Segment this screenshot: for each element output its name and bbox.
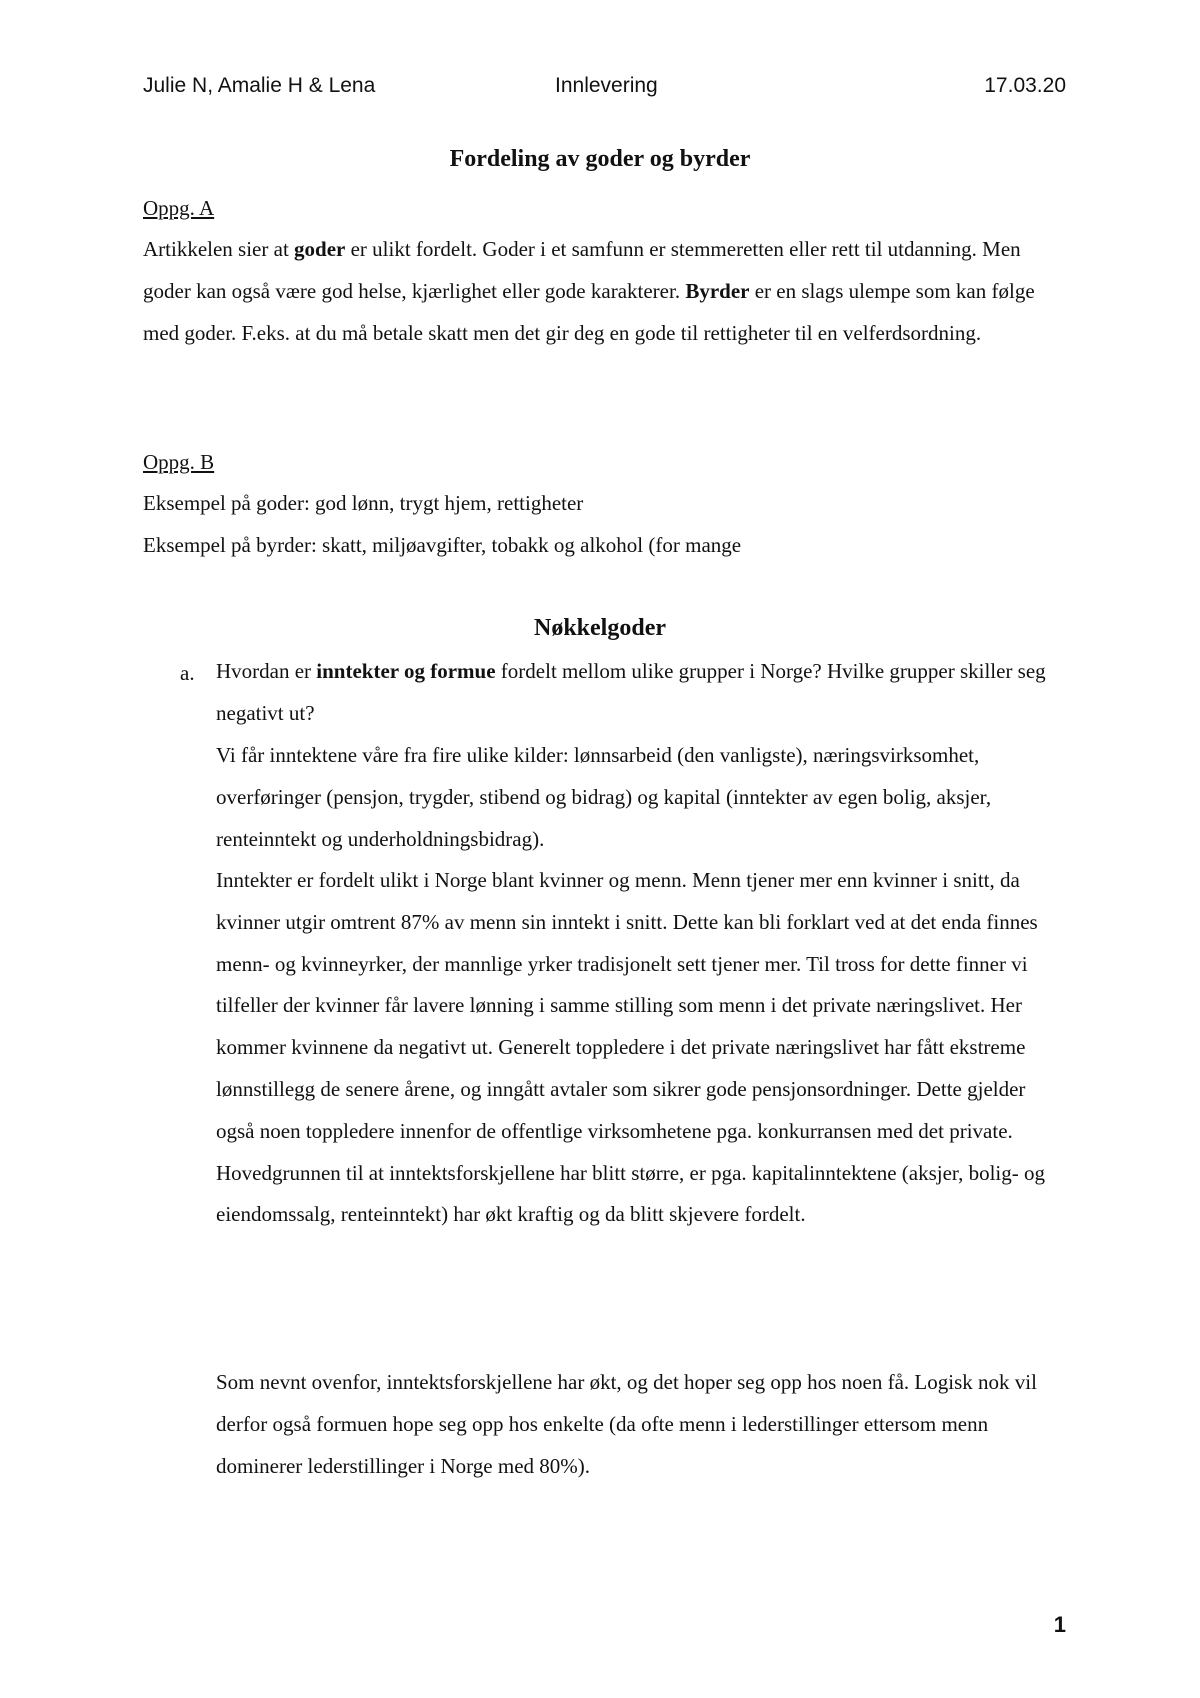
answer-paragraph-3: Som nevnt ovenfor, inntektsforskjellene har økt, og det hoper seg opp hos noen få. Logisk nok vil derfor også formuen hope seg opp hos enkelte (da ofte menn i lederstillinger ettersom menn dominerer lederstillinger i Norge med 80%). [216, 1370, 1037, 1478]
question-a [216, 651, 1066, 735]
section-heading: Nøkkelgoder [534, 615, 666, 641]
oppg-a-label: Oppg. A [143, 196, 215, 220]
oppg-b-byrder-line: Eksempel på byrder: skatt, miljøavgifter, tobakk og alkohol (for mange [143, 533, 742, 557]
oppg-a-paragraph [143, 229, 1073, 354]
oppg-a-text-3: er en slags ulempe som kan følge med goder. F.eks. at du må betale skatt men det gir deg en gode til rettigheter til en velferdsordning. [143, 278, 1035, 345]
answer-paragraph-2: Inntekter er fordelt ulikt i Norge blant kvinner og menn. Menn tjener mer enn kvinner i snitt, da kvinner utgir omtrent 87% av menn sin inntekt i snitt. Dette kan bli forklart ved at det enda finnes menn- og kvinneyrker, der mannlige yrker tradisjonelt sett tjener mer. Til tross for dette finner vi tilfeller der kvinner får lavere lønning i samme stilling som menn i det private næringslivet. Her kommer kvinnene da negativt ut. Generelt toppledere i det private næringslivet har fått ekstreme lønnstillegg de senere årene, og inngått avtaler som sikrer gode pensjonsordninger. Dette gjelder også noen toppledere innenfor de offentlige virksomhetene pga. konkurransen med det private. Hovedgrunnen til at inntektsforskjellene har blitt større, er pga. kapitalinntektene (aksjer, bolig- og eiendomssalg, renteinntekt) har økt kraftig og da blitt skjevere fordelt. [216, 868, 1045, 1227]
oppg-a-text-1: Artikkelen sier at [143, 237, 295, 261]
oppg-a-bold-goder: goder [294, 237, 346, 261]
oppg-b-label: Oppg. B [143, 450, 215, 474]
header-date: 17.03.20 [984, 74, 1066, 97]
page-number: 1 [1053, 1612, 1066, 1637]
list-marker: a. [180, 661, 195, 685]
oppg-a-text-2: er ulikt fordelt. Goder i et samfunn er stemmeretten eller rett til utdanning. Men goder kan også være god helse, kjærlighet eller gode karakterer. [143, 237, 1021, 303]
question-bold: inntekter og formue [316, 659, 496, 683]
oppg-a-bold-byrder: Byrder [685, 278, 750, 303]
question-text-post: fordelt mellom ulike grupper i Norge? Hvilke grupper skiller seg negativt ut? [216, 659, 1046, 725]
header-doc-type: Innlevering [555, 74, 658, 97]
header-authors: Julie N, Amalie H & Lena [143, 74, 376, 97]
answer-paragraph-1: Vi får inntektene våre fra fire ulike kilder: lønnsarbeid (den vanligste), næringsvirksomhet, overføringer (pensjon, trygder, stibend og bidrag) og kapital (inntekter av egen bolig, aksjer, renteinntekt og underholdningsbidrag). [216, 743, 992, 851]
document-title: Fordeling av goder og byrder [449, 146, 751, 172]
question-text-pre: Hvordan er [216, 659, 317, 683]
oppg-b-goder-line: Eksempel på goder: god lønn, trygt hjem, rettigheter [143, 491, 584, 515]
